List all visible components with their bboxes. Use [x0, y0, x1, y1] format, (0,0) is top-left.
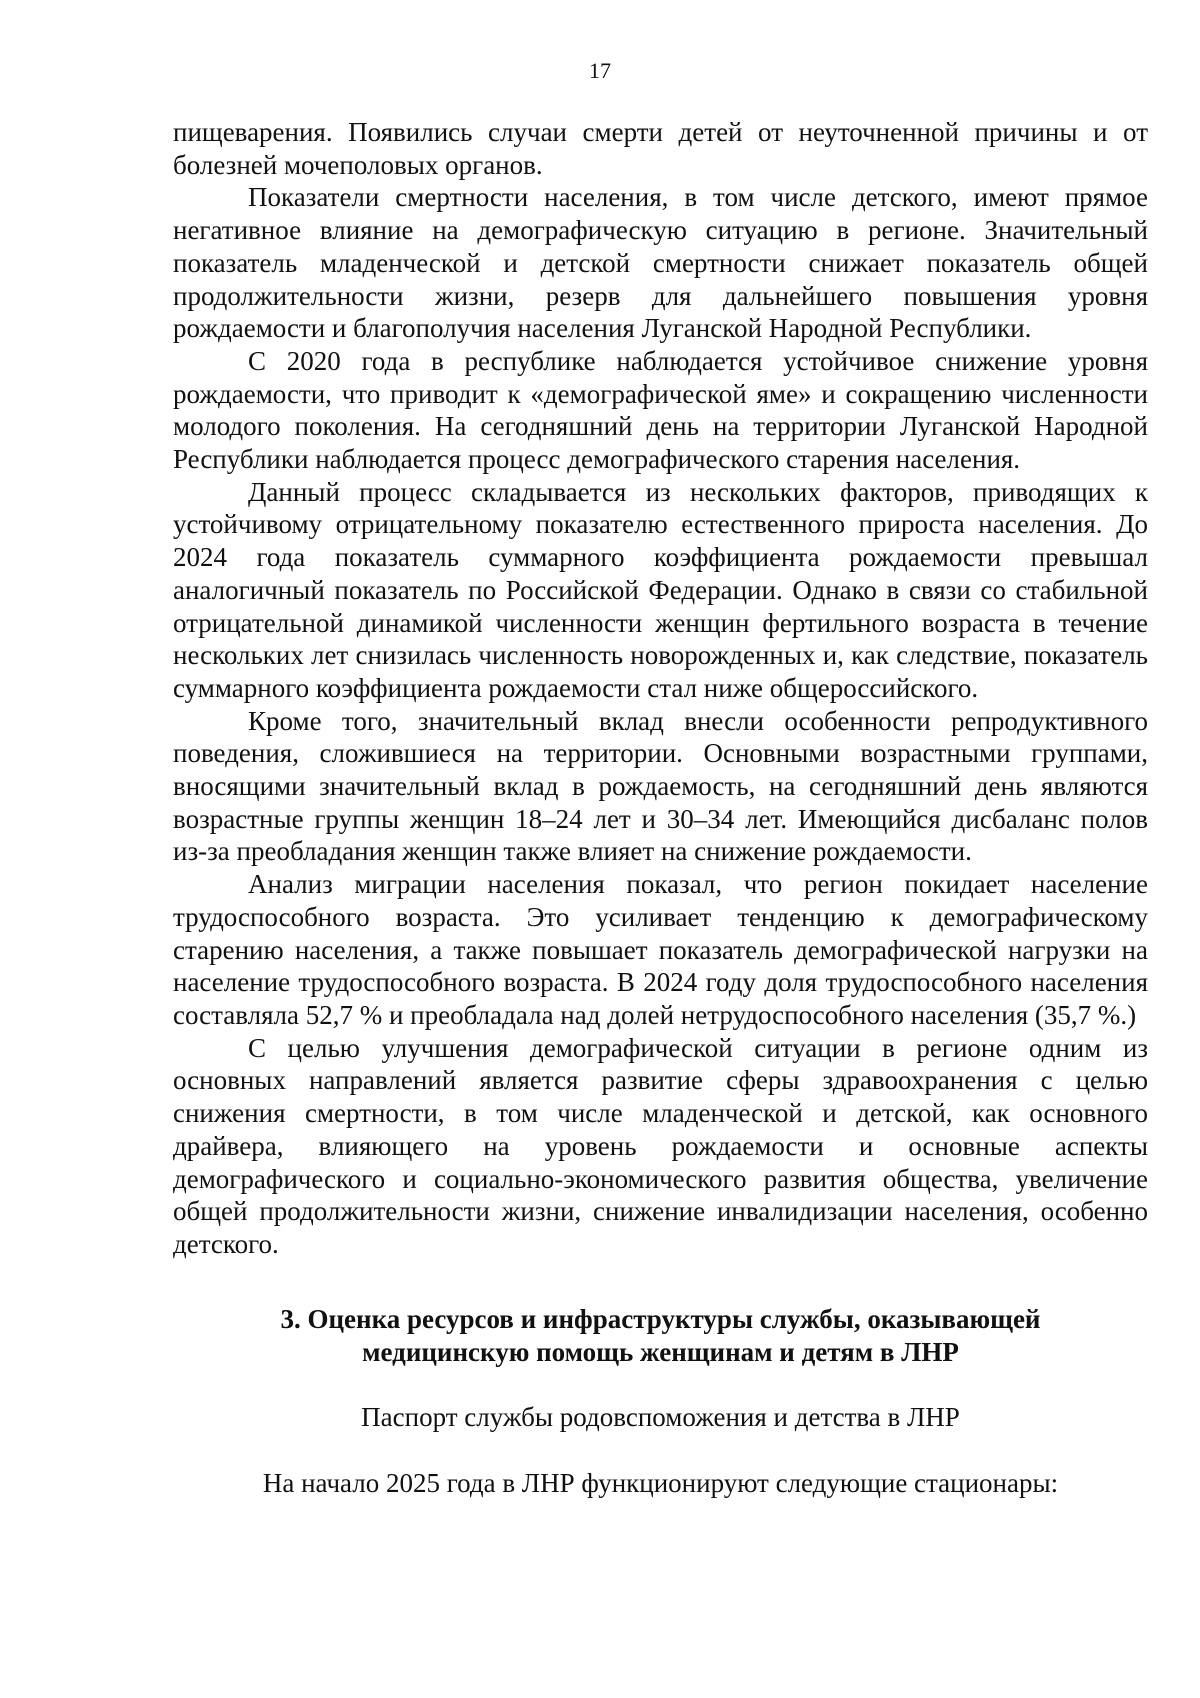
page-number: 17	[589, 58, 611, 83]
paragraph-healthcare-goals: С целью улучшения демографической ситуации в регионе одним из основных направлений является развитие сферы здравоохранения с целью снижения смертности, в том числе младенческой и детской, как основного драйвера, влияющего на уровень рождаемости и основные аспекты демографического и социально-экономического развития общества, увеличение общей продолжительности жизни, снижение инвалидизации населения, особенно детского.	[173, 1032, 1148, 1259]
document-body	[173, 116, 1148, 1500]
paragraph-mortality-impact: Показатели смертности населения, в том числе детского, имеют прямое негативное влияние на демографическую ситуацию в регионе. Значительный показатель младенческой и детской смертности снижает показатель общей продолжительности жизни, резерв для дальнейшего повышения уровня рождаемости и благополучия населения Луганской Народной Республики.	[173, 182, 1148, 344]
section-intro-line: На начало 2025 года в ЛНР функционируют следующие стационары:	[262, 1467, 1059, 1498]
paragraph-contributing-factors: Данный процесс складывается из нескольких факторов, приводящих к устойчивому отрицательному показателю естественного прироста населения. До 2024 года показатель суммарного коэффициента рождаемости превышал аналогичный показатель по Российской Федерации. Однако в связи со стабильной отрицательной динамикой численности женщин фертильного возраста в течение нескольких лет снизилась численность новорожденных и, как следствие, показатель суммарного коэффициента рождаемости стал ниже общероссийского.	[173, 476, 1148, 703]
paragraph-reproductive-behavior: Кроме того, значительный вклад внесли особенности репродуктивного поведения, сложившиеся на территории. Основными возрастными группами, вносящими значительный вклад в рождаемость, на сегодняшний день являются возрастные группы женщин 18–24 лет и 30–34 лет. Имеющийся дисбаланс полов из-за преобладания женщин также влияет на снижение рождаемости.	[173, 705, 1148, 867]
section-heading	[173, 1303, 1148, 1369]
section-subtitle: Паспорт службы родовспоможения и детства в ЛНР	[361, 1401, 960, 1432]
paragraph-migration-analysis: Анализ миграции населения показал, что регион покидает население трудоспособного возраста. Это усиливает тенденцию к демографическому старению населения, а также повышает показатель демографической нагрузки на население трудоспособного возраста. В 2024 году доля трудоспособного населения составляла 52,7 % и преобладала над долей нетрудоспособного населения (35,7 %.)	[173, 869, 1148, 1030]
paragraph-continuation: пищеварения. Появились случаи смерти детей от неуточненной причины и от болезней мочеполовых органов.	[173, 117, 1148, 180]
section-heading-line-1: 3. Оценка ресурсов и инфраструктуры службы, оказывающей	[280, 1303, 1041, 1334]
paragraph-birth-rate-decline: С 2020 года в республике наблюдается устойчивое снижение уровня рождаемости, что приводит к «демографической яме» и сокращению численности молодого поколения. На сегодняшний день на территории Луганской Народной Республики наблюдается процесс демографического старения населения.	[173, 345, 1148, 475]
section-heading-line-2: медицинскую помощь женщинам и детям в ЛНР	[362, 1336, 959, 1367]
